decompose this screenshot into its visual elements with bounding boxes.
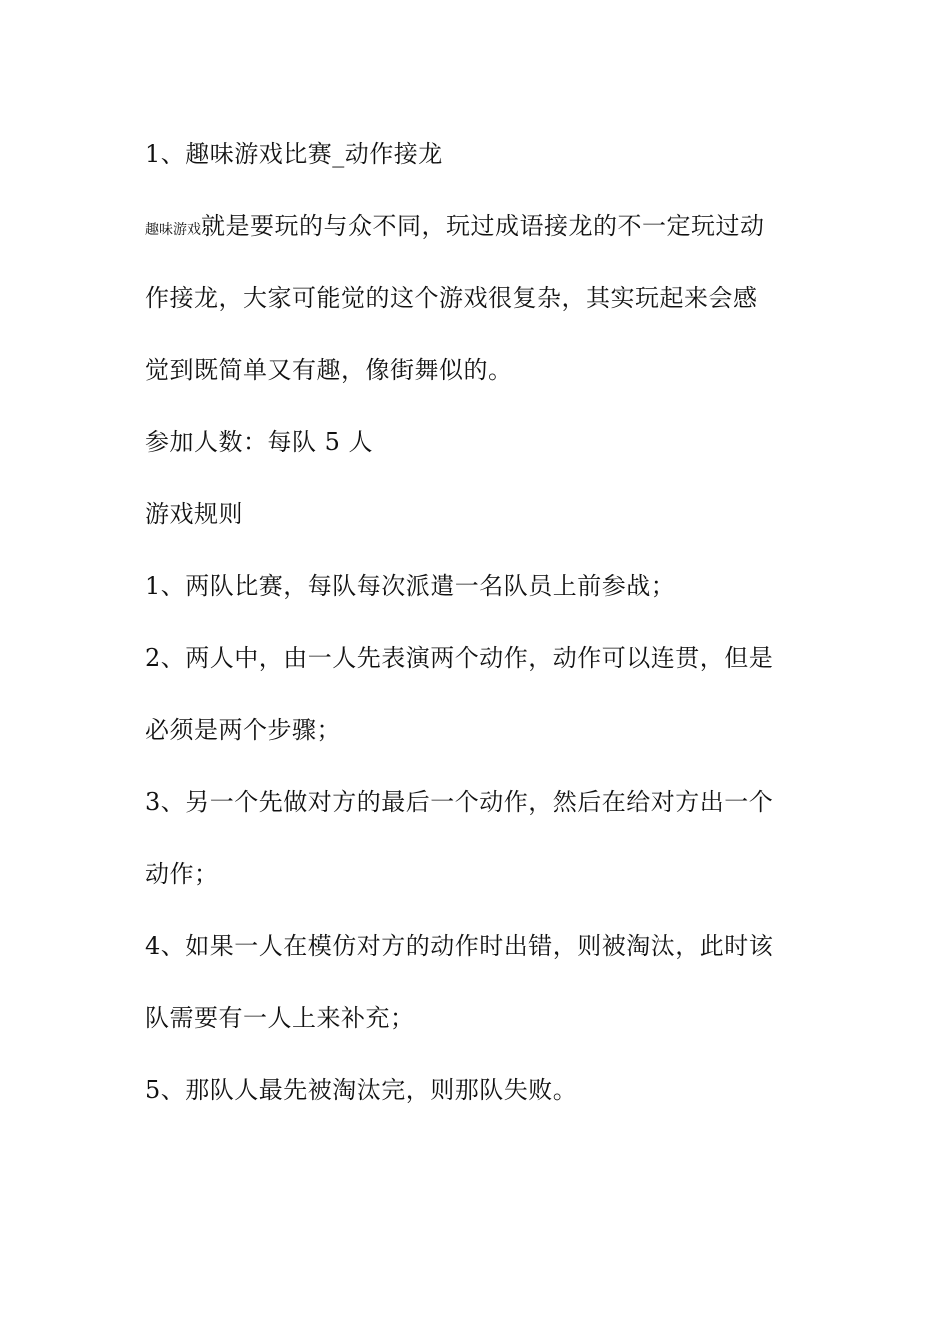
rule-line: 5、那队人最先被淘汰完，则那队失败。 <box>145 1076 578 1104</box>
rule-line: 队需要有一人上来补充； <box>145 1004 415 1032</box>
intro-line-2: 作接龙，大家可能觉的这个游戏很复杂，其实玩起来会感 <box>145 284 758 312</box>
rule-line: 2、两人中，由一人先表演两个动作，动作可以连贯，但是 <box>145 644 774 672</box>
document-body <box>145 128 805 1136</box>
rule-line: 必须是两个步骤； <box>145 716 341 744</box>
intro-line-1-text: 就是要玩的与众不同，玩过成语接龙的不一定玩过动 <box>201 212 765 240</box>
rule-line: 1、两队比赛，每队每次派遣一名队员上前参战； <box>145 572 676 600</box>
rule-line: 4、如果一人在模仿对方的动作时出错，则被淘汰，此时该 <box>145 932 774 960</box>
intro-line-1 <box>145 200 805 272</box>
document-title: 1、趣味游戏比赛_动作接龙 <box>145 140 443 168</box>
intro-small-prefix: 趣味游戏 <box>145 222 201 238</box>
participants-line: 参加人数：每队 5 人 <box>145 428 374 456</box>
rule-line: 动作； <box>145 860 219 888</box>
rules-heading: 游戏规则 <box>145 500 243 528</box>
intro-line-3: 觉到既简单又有趣，像街舞似的。 <box>145 356 513 384</box>
rule-line: 3、另一个先做对方的最后一个动作，然后在给对方出一个 <box>145 788 774 816</box>
